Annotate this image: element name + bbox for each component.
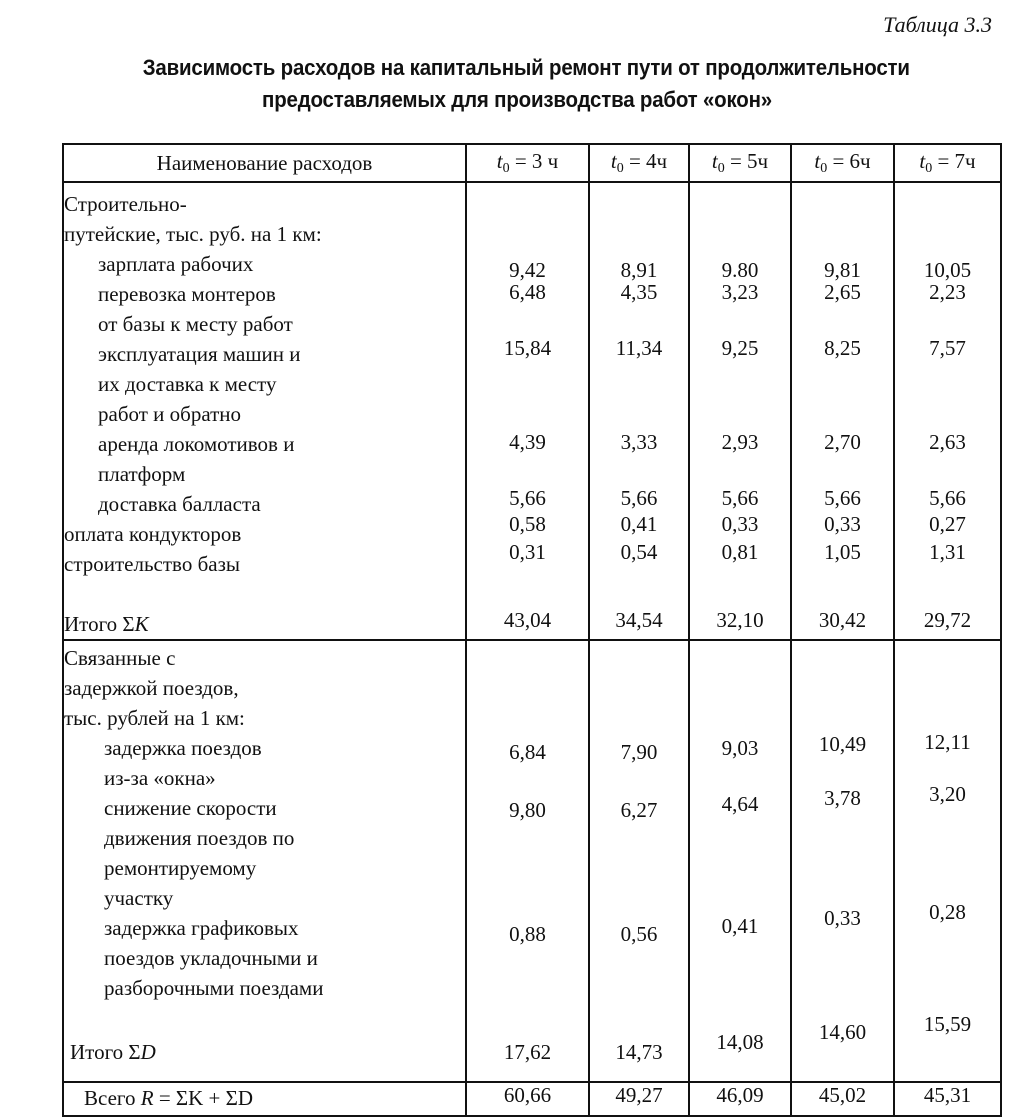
col-t5: 9,03 4,64 0,41 14,08 bbox=[689, 640, 791, 1082]
section-d-labels: Связанные с задержкой поездов, тыс. рублей на 1 км: задержка поездов из-за «окна» снижение скорости движения поездов по ремонтируемому участку задержка графиковых поездов укладочными и разборочными поездами Итого ΣD bbox=[63, 640, 466, 1082]
row-label: снижение скорости bbox=[104, 796, 277, 820]
header-t4: $t_0 = 4ч$ bbox=[589, 144, 689, 182]
row-label: оплата кондукторов bbox=[64, 522, 242, 546]
section-k-heading: Строительно- bbox=[64, 192, 187, 216]
row-label: задержка поездов bbox=[104, 736, 262, 760]
section-d-body bbox=[63, 640, 1001, 1082]
grand-total-t7: 45,31 bbox=[894, 1082, 1001, 1116]
cost-table bbox=[62, 143, 1002, 1117]
col-t6: 9,81 2,65 8,25 2,70 5,66 0,33 1,05 30,42 bbox=[791, 182, 894, 640]
row-label: из-за «окна» bbox=[104, 766, 216, 790]
section-d-heading: Связанные с bbox=[64, 646, 176, 670]
header-t5: $t_0 = 5ч$ bbox=[689, 144, 791, 182]
table-title bbox=[0, 52, 1034, 116]
row-label: работ и обратно bbox=[98, 402, 242, 426]
row-label: поездов укладочными и bbox=[104, 946, 318, 970]
header-t6: $t_0 = 6ч$ bbox=[791, 144, 894, 182]
row-label: движения поездов по bbox=[104, 826, 295, 850]
total-k-label: Итого Σ bbox=[64, 612, 135, 636]
col-t3: 9,42 6,48 15,84 4,39 5,66 0,58 0,31 43,04 bbox=[466, 182, 589, 640]
col-t5: 9.80 3,23 9,25 2,93 5,66 0,33 0,81 32,10 bbox=[689, 182, 791, 640]
row-label: строительство базы bbox=[64, 552, 240, 576]
grand-total-t6: 45,02 bbox=[791, 1082, 894, 1116]
row-label: от базы к месту работ bbox=[98, 312, 293, 336]
table-number: Таблица 3.3 bbox=[883, 12, 992, 37]
header-t3: $t_0 = 3$ ч bbox=[466, 144, 589, 182]
row-label: перевозка монтеров bbox=[98, 282, 276, 306]
col-t3: 6,84 9,80 0,88 17,62 bbox=[466, 640, 589, 1082]
section-k-body bbox=[63, 182, 1001, 640]
grand-total-t3: 60,66 bbox=[466, 1082, 589, 1116]
row-label: зарплата рабочих bbox=[98, 252, 254, 276]
row-label: участку bbox=[104, 886, 174, 910]
table-title-line1: Зависимость расходов на капитальный ремонт пути от продолжительности bbox=[142, 55, 910, 80]
header-t7: $t_0 = 7ч$ bbox=[894, 144, 1001, 182]
col-t4: 7,90 6,27 0,56 14,73 bbox=[589, 640, 689, 1082]
row-label: эксплуатация машин и bbox=[98, 342, 301, 366]
row-label: ремонтируемому bbox=[104, 856, 257, 880]
row-label: доставка балласта bbox=[98, 492, 261, 516]
section-k-labels: Строительно- путейские, тыс. руб. на 1 км: зарплата рабочих перевозка монтеров от базы к месту работ эксплуатация машин и их доставка к месту работ и обратно аренда локомотивов и платформ доставка балласта оплата кондукторов строительство базы Итого ΣK bbox=[63, 182, 466, 640]
col-t4: 8,91 4,35 11,34 3,33 5,66 0,41 0,54 34,54 bbox=[589, 182, 689, 640]
header-name: Наименование расходов bbox=[63, 144, 466, 182]
row-label: их доставка к месту bbox=[98, 372, 277, 396]
row-label: платформ bbox=[98, 462, 186, 486]
grand-total-t5: 46,09 bbox=[689, 1082, 791, 1116]
grand-total-row bbox=[63, 1082, 1001, 1116]
row-label: аренда локомотивов и bbox=[98, 432, 295, 456]
grand-total-t4: 49,27 bbox=[589, 1082, 689, 1116]
col-t7: 10,05 2,23 7,57 2,63 5,66 0,27 1,31 29,72 bbox=[894, 182, 1001, 640]
section-d-heading: задержкой поездов, bbox=[64, 676, 239, 700]
total-d-label: Итого Σ bbox=[70, 1040, 141, 1064]
header-row bbox=[63, 144, 1001, 182]
table-title-line2: предоставляемых для производства работ «окон» bbox=[262, 87, 772, 112]
col-t7: 12,11 3,20 0,28 15,59 bbox=[894, 640, 1001, 1082]
row-label: задержка графиковых bbox=[104, 916, 299, 940]
col-t6: 10,49 3,78 0,33 14,60 bbox=[791, 640, 894, 1082]
section-d-heading: тыс. рублей на 1 км: bbox=[64, 706, 245, 730]
section-k-heading: путейские, тыс. руб. на 1 км: bbox=[64, 222, 322, 246]
grand-total-label: Всего R = ΣK + ΣD bbox=[63, 1082, 466, 1116]
row-label: разборочными поездами bbox=[104, 976, 324, 1000]
